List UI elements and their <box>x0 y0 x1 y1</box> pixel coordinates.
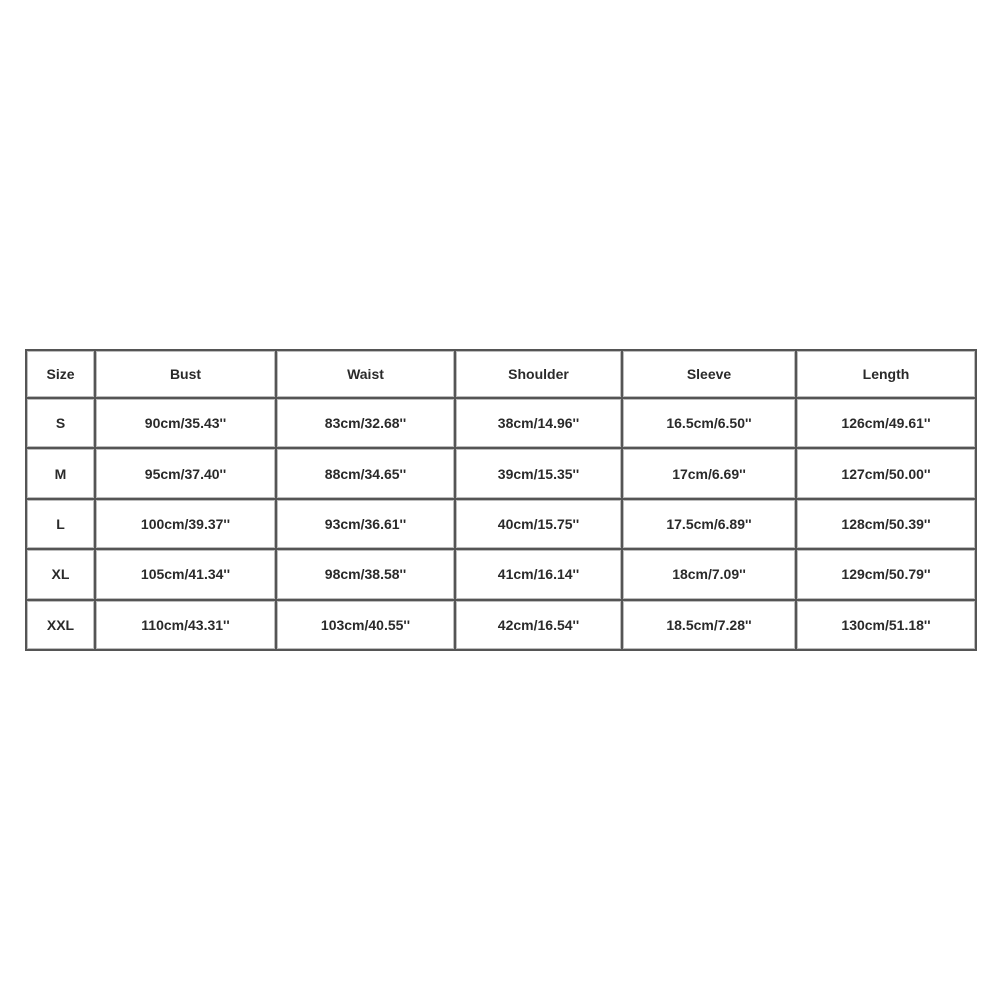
length-cell: 128cm/50.39'' <box>797 500 977 550</box>
table-row <box>27 449 977 499</box>
sleeve-cell: 17.5cm/6.89'' <box>623 500 797 550</box>
waist-cell: 93cm/36.61'' <box>277 500 456 550</box>
waist-cell: 98cm/38.58'' <box>277 550 456 600</box>
length-cell: 129cm/50.79'' <box>797 550 977 600</box>
bust-cell: 110cm/43.31'' <box>96 601 277 651</box>
bust-cell: 105cm/41.34'' <box>96 550 277 600</box>
header-size: Size <box>27 351 96 399</box>
waist-cell: 88cm/34.65'' <box>277 449 456 499</box>
bust-cell: 95cm/37.40'' <box>96 449 277 499</box>
header-shoulder: Shoulder <box>456 351 623 399</box>
waist-cell: 103cm/40.55'' <box>277 601 456 651</box>
header-row <box>27 351 977 399</box>
waist-cell: 83cm/32.68'' <box>277 399 456 449</box>
length-cell: 127cm/50.00'' <box>797 449 977 499</box>
sleeve-cell: 17cm/6.69'' <box>623 449 797 499</box>
shoulder-cell: 41cm/16.14'' <box>456 550 623 600</box>
table-row <box>27 550 977 600</box>
size-chart-table <box>25 349 977 651</box>
sleeve-cell: 16.5cm/6.50'' <box>623 399 797 449</box>
bust-cell: 100cm/39.37'' <box>96 500 277 550</box>
header-sleeve: Sleeve <box>623 351 797 399</box>
table-row <box>27 601 977 651</box>
sleeve-cell: 18cm/7.09'' <box>623 550 797 600</box>
header-length: Length <box>797 351 977 399</box>
shoulder-cell: 38cm/14.96'' <box>456 399 623 449</box>
shoulder-cell: 39cm/15.35'' <box>456 449 623 499</box>
table-row <box>27 500 977 550</box>
size-cell: L <box>27 500 96 550</box>
shoulder-cell: 40cm/15.75'' <box>456 500 623 550</box>
length-cell: 126cm/49.61'' <box>797 399 977 449</box>
sleeve-cell: 18.5cm/7.28'' <box>623 601 797 651</box>
size-cell: XXL <box>27 601 96 651</box>
table-row <box>27 399 977 449</box>
bust-cell: 90cm/35.43'' <box>96 399 277 449</box>
size-cell: S <box>27 399 96 449</box>
length-cell: 130cm/51.18'' <box>797 601 977 651</box>
size-cell: M <box>27 449 96 499</box>
shoulder-cell: 42cm/16.54'' <box>456 601 623 651</box>
header-bust: Bust <box>96 351 277 399</box>
header-waist: Waist <box>277 351 456 399</box>
size-cell: XL <box>27 550 96 600</box>
